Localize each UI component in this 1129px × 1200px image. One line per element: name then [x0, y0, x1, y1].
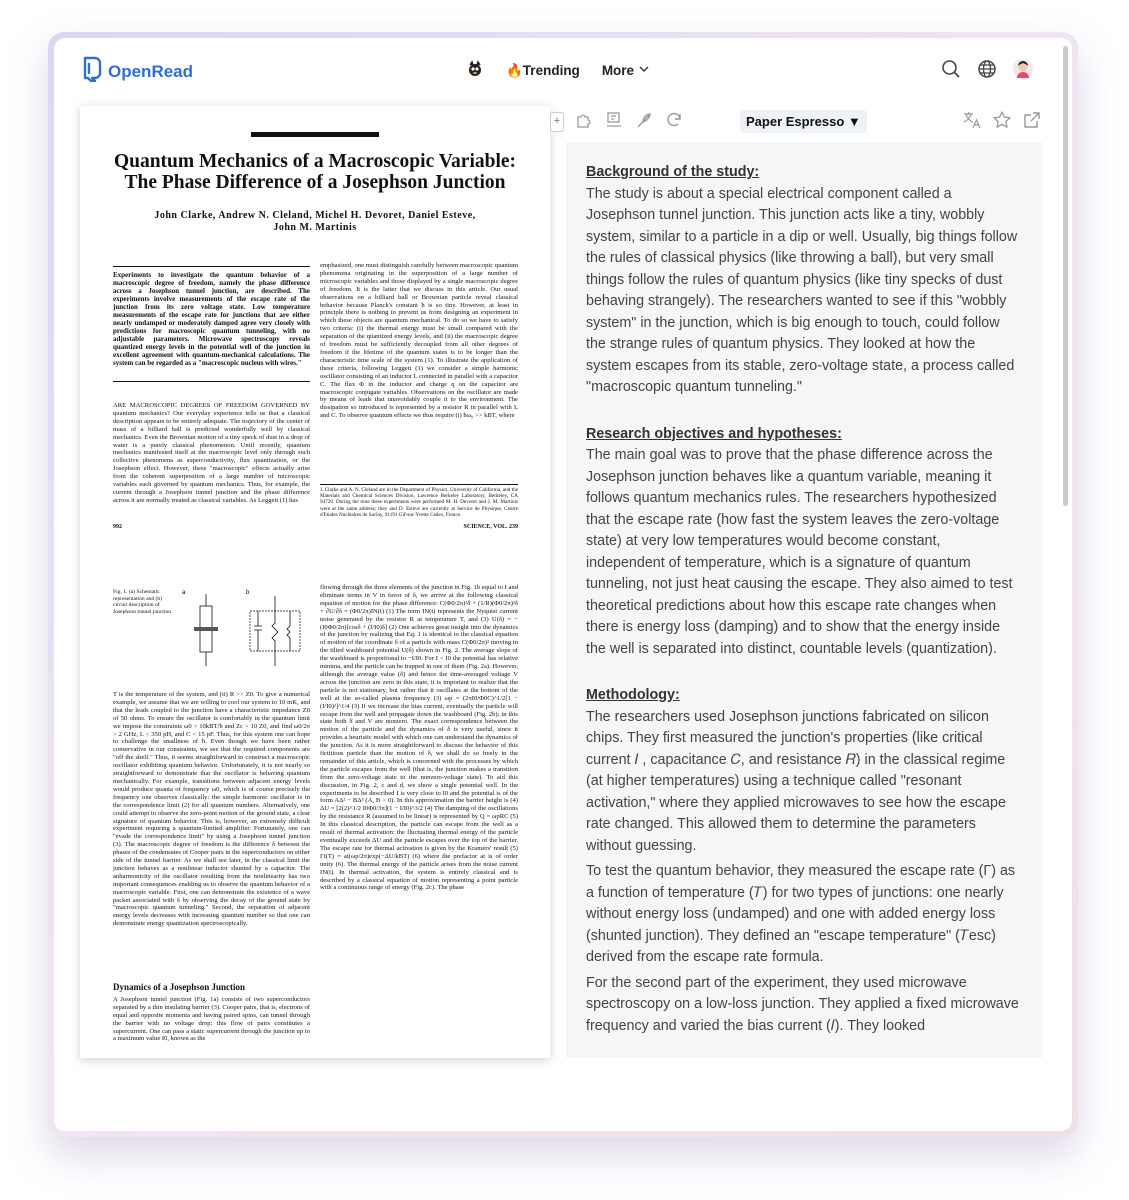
logo[interactable]: [82, 56, 193, 87]
abstract-text: Experiments to investigate the quantum behavior of a macroscopic degree of freedom, namely the phase difference across a Josephson tunnel junction, are described. The experiments involve measurements of the escape rate of the junction from its zero voltage state. Low temperature measurements of the escape rate for junctions that are either nearly undamped or moderately damped agree very closely with predictions for macroscopic quantum tunneling, with no adjustable parameters. Microwave spectroscopy reveals quantized energy levels in the potential well of the junction in excellent agreement with quantum-mechanical calculations. The system can be regarded as a "macroscopic nucleus with wires.": [113, 271, 310, 367]
search-icon[interactable]: [940, 58, 962, 80]
paper-authors-line2: John M. Martinis: [273, 222, 357, 233]
header-actions: [940, 58, 1034, 80]
methodology-paragraph-1: The researchers used Josephson junctions fabricated on silicon chips. They first measured the junction's properties (like critical current 𝐼 , capacitance 𝐶, and resistance 𝑅) in the classical regime (at higher temperatures) using a technique called "resonant activation," where they applied microwaves to see how the escape rate changed. This allowed them to determine the parameters without guessing.: [586, 708, 1006, 854]
nav-more[interactable]: [602, 63, 650, 78]
background-text: The study is about a special electrical component called a Josephson tunnel junction. This junction acts like a tiny, wobbly system, similar to a particle in a dip or well. Usually, big things follow the rules of classical physics (like throwing a ball), but very small things follow the rules of quantum physics (like tiny specks of dust behaving strangely). The researchers wanted to see if this "wobbly system" in the junction, which is big enough to touch, could follow the strange rules of quantum physics. They looked at how the system escapes from its stable, zero-voltage state, a process called "macroscopic quantum tunneling.": [586, 185, 1018, 395]
globe-icon[interactable]: [976, 58, 998, 80]
section-block: [113, 978, 310, 1058]
nav-more-label: More: [601, 63, 635, 78]
app-name: OpenRead: [108, 61, 194, 81]
summary-toolbar: [554, 106, 1042, 140]
window-scrollbar[interactable]: [1063, 46, 1068, 506]
paper-authors-line1: John Clarke, Andrew N. Cleland, Michel H. Devoret, Daniel Esteve,: [154, 210, 476, 221]
toolbar-left-icons: [574, 110, 684, 130]
page-number: 992: [113, 524, 122, 530]
lower-right-text: flowing through the three elements of the junction in Fig. 1b equal to I and eliminate terms in V in favor of δ, we arrive at the following classical equation of motion for the phase difference: C(Φ0/2π)²δ̈ + (1/R)(Φ0/2π)²δ̇ + ∂U/∂δ = (Φ0/2π)IN(t) (1) The term IN(t) represents the Nyquist current noise generated by the resistor R at temperature T, and (3) U(δ) = −(I0Φ0/2π)[cosδ + (I/I0)δ] (2) One achieves great insight into the dynamics of the junction by realizing that Eq. 1 is identical to the classical equation of motion of the coordinate δ of a particle with mass C(Φ0/2π)² moving in the tilted washboard potential U(δ) shown in Fig. 2. The average slope of the washboard is proportional to −I/I0. For I < I0 the potential has relative minima, and the particle can be trapped in one of them (Fig. 2a). However, although the average value (δ̇) and hence the time-averaged voltage V across the junction are zero in this state, it is important to realize that the particle is not stationary, but rather that it oscillates at the bottom of the well at the so-called plasma frequency (3) ωp = (2πI0/Φ0C)^1/2[1 − (I/I0)²]^1/4 (3) If we increase the bias current, eventually the particle will escape from the well and propagate down the washboard (Fig. 2b); in this state both δ̇ and V are nonzero. The exact correspondence between the motion of the particle and the dynamics of δ is very useful, since it provides a heuristic model with which one can understand the dynamics of the junction. As it is more straightforward to discuss the behavior of this fictitious particle than the motion of δ, we shall do so freely in the remainder of this article, which is concerned with the processes by which the particle escapes from the well (that is, the junction makes a transition from the zero-voltage state to the nonzero-voltage state). To aid this discussion, in Fig. 2, c and d, we show a single potential well. In the experiments to be described I is very close to I0 and the potential is of the form AΔ² − BΔ³ (A, B > 0). In this approximation the barrier height is (4) ΔU = [2(2)^1/2 I0Φ0/3π](1 − I/I0)^3/2 (4) The damping of the oscillations by the resistance R (assumed to be linear) is represented by Q = ωpRC (5) In this classical description, the particle can escape from the well as a result of thermal activation: the fluctuating thermal energy of the particle eventually exceeds ΔU and the particle escapes over the top of the barrier. The escape rate for thermal activation is given by the Kramers' result (5) Γt(T) = at(ωp/2π)exp(−ΔU/kBT) (6) where the prefactor at is of order unity (6). The thermal energy of the particle arises from the noise current IN(t). In thermal activation, the system is entirely classical and is described by a classical equation of motion representing a point particle with a continuous range of energy (Fig. 2c). The phase: [320, 584, 518, 892]
svg-text:b: b: [246, 590, 250, 596]
section-heading: Dynamics of a Josephson Junction: [113, 982, 246, 992]
section-text: A Josephson tunnel junction (Fig. 1a) consists of two superconductors separated by a thin insulating barrier (3). Cooper pairs, that is, electrons of equal and opposite momenta and having paired spins, can tunnel through the barrier with no voltage drop; this flow of pairs constitutes a supercurrent. One can pass a static supercurrent through the junction up to a maximum value I0, known as the: [113, 995, 310, 1043]
translate-icon[interactable]: [962, 110, 982, 130]
abstract-block: [113, 266, 310, 382]
quill-icon[interactable]: [634, 110, 654, 130]
paper-authors: [100, 210, 530, 234]
background-section: [586, 162, 1022, 399]
puzzle-icon[interactable]: [574, 110, 594, 130]
summary-content: [566, 142, 1042, 1037]
methodology-heading: Methodology:: [586, 687, 680, 703]
paper-title-line1: Quantum Mechanics of a Macroscopic Variable:: [113, 151, 517, 172]
top-header: [54, 38, 1072, 106]
background-heading: Background of the study:: [586, 164, 760, 180]
toolbar-right-icons: [962, 110, 1042, 130]
circuit-figure: [180, 586, 310, 676]
right-column-text: emphasized, one must distinguish carefully between macroscopic quantum phenomena originating in the superposition of a large number of microscopic variables and those displayed by a single macroscopic degree of freedom. It is the latter that we discuss in this article. Our usual observations on a billiard ball or Brownian particle reveal classical behavior because Planck's constant ħ is so tiny. However, at least in principle there is nothing to prevent us from designing an experiment in which these objects are quantum mechanical. To do so we have to satisfy two criteria: (i) the thermal energy must be small compared with the separation of the quantized energy levels, and (ii) the macroscopic degree of freedom must be sufficiently decoupled from all other degrees of freedom if the lifetime of the quantum states is to be longer than the characteristic time scale of the system (1). To illustrate the application of these criteria, following Leggett (1) we consider a simple harmonic oscillator consisting of an inductor L connected in parallel with a capacitor C. The flux Φ in the inductor and charge q on the capacitor are macroscopic conjugate variables. Observations on the oscillator are made by means of leads that unavoidably couple it to the environment. The dissipation so introduced is represented by a resistor R in parallel with L and C. To observe quantum effects we thus require (i) ħω₀ >> kBT, where: [320, 262, 518, 420]
figure-caption: Fig. 1. (a) Schematic representation and (b) circuit description of Josephson tunnel junction.: [113, 589, 173, 615]
figure-1: [180, 586, 310, 676]
mode-dropdown[interactable]: Paper Espresso ▼: [740, 110, 867, 133]
objectives-section: [586, 424, 1022, 661]
chevron-down-icon: [638, 63, 650, 78]
svg-text:a: a: [182, 590, 186, 596]
title-rule: [251, 132, 379, 137]
footnote-text: J. Clarke and A. N. Cleland are in the Department of Physics, University of California, and the Materials and Chemical Sciences Division, Lawrence Berkeley Laboratory, Berkeley, CA 94720. During the time these experiments were performed M. H. Devoret and J. M. Martinis were at the same address; they and D. Esteve are currently at Service de Physique, Centre d'Etudes Nucléaires de Saclay, 91191 Gif-sur-Yvette Cedex, France.: [320, 484, 518, 527]
star-icon[interactable]: [992, 110, 1012, 130]
add-panel-button[interactable]: +: [550, 112, 564, 132]
presentation-icon[interactable]: [604, 110, 624, 130]
paper-title: [100, 151, 530, 193]
pdf-page: [80, 106, 550, 1058]
summary-panel: [566, 142, 1042, 1058]
openread-logo-icon: [82, 56, 102, 87]
paper-title-line2: The Phase Difference of a Josephson Junction: [124, 172, 506, 193]
intro-text: ARE MACROSCOPIC DEGREES OF FREEDOM GOVERNED BY quantum mechanics? Our everyday experience tells us that a classical description appears to be entirely adequate. The trajectory of the center of mass of a billiard ball is predicted wonderfully well by classical mechanics. Even the Brownian motion of a tiny speck of dust in a drop of water is a purely classical phenomenon. Until recently, quantum mechanics manifested itself at the macroscopic level only through such collective phenomena as superconductivity, flux quantization, or the Josephson effect. However, these "macroscopic" effects actually arise from the coherent superposition of a large number of microscopic variables each governed by quantum mechanics. Thus, for example, the current through a Josephson tunnel junction and the phase difference across it are normally treated as classical variables. As Leggett (1) has: [113, 402, 310, 504]
app-frame: [48, 32, 1078, 1137]
journal-footer: SCIENCE, VOL. 239: [463, 524, 518, 530]
objectives-text: The main goal was to prove that the phase difference across the Josephson junction behaves like a quantum variable, meaning it follows quantum mechanics rules. The researchers hypothesized that the escape rate (how fast the system leaves the zero-voltage state) at very low temperatures would become constant, independent of temperature, which is a signature of quantum tunneling, not just heat causing the escape. They also aimed to test theoretical predictions about how this escape rate changes when there is energy loss (damping) and to show that the energy inside the well is separated into distinct, countable levels (quantization).: [586, 447, 1013, 657]
mascot-icon[interactable]: [466, 60, 484, 81]
methodology-paragraph-3: For the second part of the experiment, they used microwave spectroscopy on a low-loss junction. They applied a fixed microwave frequency and varied the bias current (𝐼). They looked: [586, 974, 1019, 1034]
lower-left-text: T is the temperature of the system, and (ii) R >> Z0. To give a numerical example, we assume that we are willing to cool our system to 10 mK, and that the leads coupled to the junction have a characteristic impedance Z0 of 50 ohms. To ensure the oscillator is comfortably in the quantum limit we impose the constraints ω0 > 10kBT/ħ and Zc > 10 Z0, and find ω0/2π > 2 GHz, L < 350 pH, and C < 15 pF. Thus, for this system one can hope to challenge the smallness of ħ. Even though we have been rather conservative in our constraints, we see that the required components are "off the shelf." Thus, it seems straightforward to construct a macroscopic oscillator exhibiting quantum behavior. Unfortunately, it is not nearly so straightforward to demonstrate that the oscillator is behaving quantum mechanically. For example, transitions between adjacent energy levels would produce quanta of frequency ω0, which is of course precisely the frequency one observes classically: the simple harmonic oscillator is in the correspondence limit (2) for all quantum numbers. Alternatively, one could attempt to observe the zero-point motion of the ground state, a clear signature of quantum behavior. This is, however, an extremely difficult experiment requiring a quantum-limited amplifier. Fortunately, one can "evade the correspondence limit" by using a Josephson tunnel junction (3). The macroscopic degree of freedom is the difference δ between the phases of the condensates of Cooper pairs in the superconductors on either side of the tunnel barrier. As we shall see later, in the classical limit the junction behaves as a nonlinear inductor shunted by a capacitor. The anharmonicity of the oscillator resulting from the nonlinearity has two important consequences enabling us to observe the quantum behavior of a macroscopic variable. First, one can demonstrate the existence of a wave packet associated with δ by observing the decay of the ground state by "macroscopic quantum tunneling." Second, the separation of adjacent energy levels decreases with increasing quantum number so that one can demonstrate energy quantization spectroscopically.: [113, 691, 310, 928]
objectives-heading: Research objectives and hypotheses:: [586, 425, 842, 442]
nav-trending[interactable]: 🔥Trending: [506, 62, 580, 78]
main-nav: [466, 60, 650, 81]
external-link-icon[interactable]: [1022, 110, 1042, 130]
methodology-paragraph-2: To test the quantum behavior, they measured the escape rate (Γ) as a function of temperature (𝑇) for two types of junctions: one nearly without energy loss (undamped) and one with added energy loss (shunted junction). They defined an "escape temperature" (𝑇esc) derived from the escape rate formula.: [586, 863, 1016, 965]
avatar[interactable]: [1012, 58, 1034, 80]
app-window: [54, 38, 1072, 1131]
methodology-section: [586, 685, 1022, 1037]
refresh-icon[interactable]: [664, 110, 684, 130]
